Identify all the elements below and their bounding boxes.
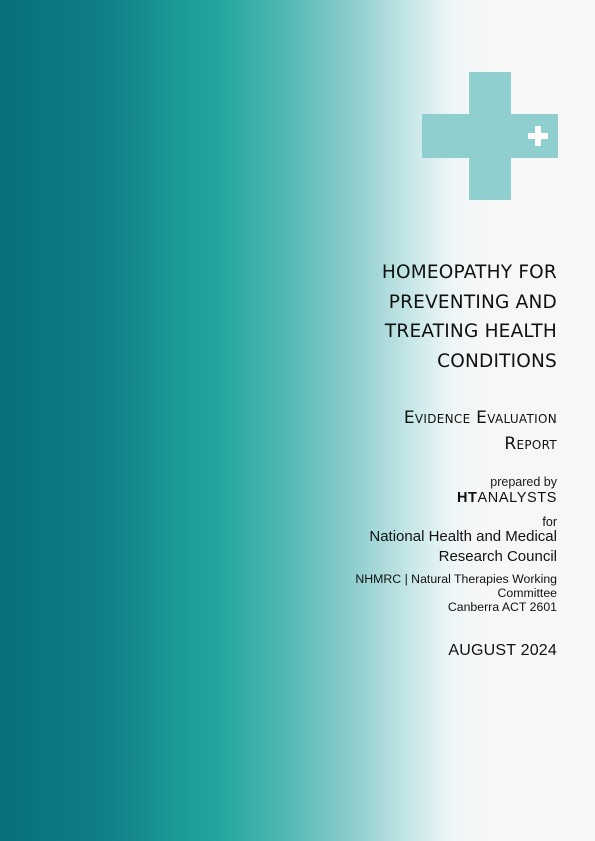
prepared-by-label: prepared by [490, 475, 557, 489]
council-name [369, 527, 557, 567]
report-title [382, 258, 557, 376]
preparer-name-bold: HT [456, 490, 478, 506]
committee-address [355, 572, 557, 614]
title-line: PREVENTING AND [388, 291, 557, 313]
report-subtitle [404, 405, 557, 457]
title-line: CONDITIONS [437, 350, 557, 372]
for-label: for [542, 515, 557, 529]
medical-cross-icon [422, 72, 558, 200]
council-line: National Health and Medical [369, 528, 557, 545]
preparer-organisation [457, 488, 557, 508]
subtitle-line: Evidence Evaluation [403, 408, 557, 428]
committee-line: Committee [497, 586, 557, 600]
subtitle-line: Report [504, 434, 557, 454]
committee-line: NHMRC | Natural Therapies Working [355, 572, 557, 586]
committee-line: Canberra ACT 2601 [447, 600, 557, 614]
small-cross-horizontal-bar [528, 133, 548, 139]
title-line: HOMEOPATHY FOR [381, 262, 557, 283]
report-date: AUGUST 2024 [448, 642, 557, 659]
council-line: Research Council [438, 548, 557, 565]
title-line: TREATING HEALTH [384, 321, 557, 342]
preparer-name-regular: ANALYSTS [477, 490, 557, 506]
